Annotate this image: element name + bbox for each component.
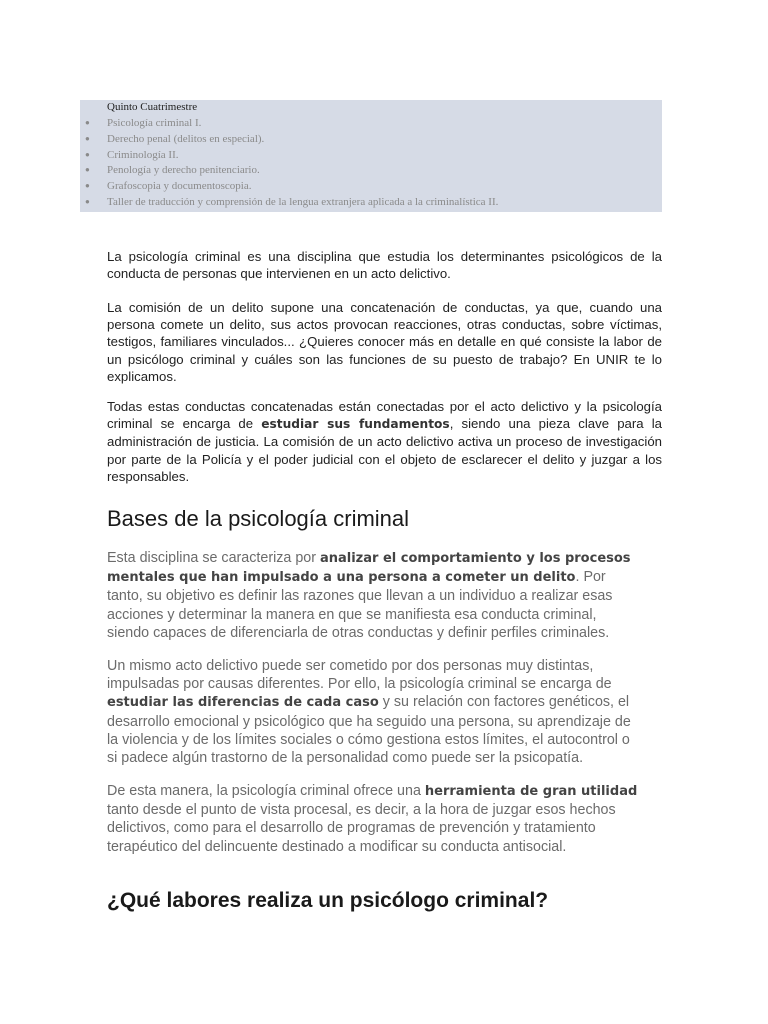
bullet-icon: ● [85,134,90,143]
semester-heading: Quinto Cuatrimestre [107,101,198,113]
list-item: ● Derecho penal (delitos en especial). [85,133,265,145]
emphasis-text: estudiar las diferencias de cada caso [107,695,379,711]
bullet-icon: ● [85,118,90,127]
section-title-labores: ¿Qué labores realiza un psicólogo criminal? [107,889,549,912]
bullet-icon: ● [85,150,90,159]
intro-paragraph-2: La comisión de un delito supone una concatenación de conductas, ya que, cuando una persona comete un delito, sus actos provocan reacciones, otras conductas, sobre víctimas, testigos, familiares vinculados... ¿Quieres conocer más en detalle en qué consiste la labor de un psicólogo criminal y cuáles son las funciones de su puesto de trabajo? En UNIR te lo explicamos. [107,300,662,384]
intro-paragraph-3: Todas estas conductas concatenadas están conectadas por el acto delictivo y la psicología criminal se encarga de estudiar sus fundamentos, siendo una pieza clave para la administración de justicia. La comisión de un acto delictivo activa un proceso de investigación por parte de la Policía y el poder judicial con el objeto de esclarecer el delito y juzgar a los responsables. [107,399,662,484]
bullet-icon: ● [85,181,90,190]
emphasis-text: analizar el comportamiento y los procesos mentales que han impulsado a una persona a cometer un delito [107,551,631,586]
list-item: ● Grafoscopia y documentoscopia. [85,180,252,192]
list-item: ● Taller de traducción y comprensión de la lengua extranjera aplicada a la criminalística II. [85,196,499,208]
list-item: ● Penología y derecho penitenciario. [85,164,260,176]
bases-paragraph-3: De esta manera, la psicología criminal ofrece una herramienta de gran utilidad tanto desde el punto de vista procesal, es decir, a la hora de juzgar esos hechos delictivos, como para el desarrollo de programas de prevención y tratamiento terapéutico del delincuente destinado a modificar su conducta antisocial. [107,783,638,855]
bases-paragraph-2: Un mismo acto delictivo puede ser cometido por dos personas muy distintas, impulsadas por causas diferentes. Por ello, la psicología criminal se encarga de estudiar las diferencias de cada caso y su relación con factores genéticos, el desarrollo emocional y psicológico que ha seguido una persona, su aprendizaje de la violencia y de los límites sociales o cómo gestiona estos límites, el autocontrol o si padece algún trastorno de la personalidad como puede ser la psicopatía. [107,658,631,767]
bullet-icon: ● [85,165,90,174]
section-title-bases: Bases de la psicología criminal [107,506,410,531]
emphasis-text: herramienta de gran utilidad [424,784,638,799]
emphasis-text: estudiar sus fundamentos [261,417,450,432]
list-item: ● Criminología II. [85,149,179,161]
list-item: ● Psicología criminal I. [85,117,202,129]
bullet-icon: ● [85,197,90,206]
intro-paragraph-1: La psicología criminal es una disciplina que estudia los determinantes psicológicos de la conducta de personas que intervienen en un acto delictivo. [107,249,662,282]
bases-paragraph-1: Esta disciplina se caracteriza por analizar el comportamiento y los procesos mentales que han impulsado a una persona a cometer un delito. Por tanto, su objetivo es definir las razones que llevan a un individuo a realizar esas acciones y determinar la manera en que se manifiesta esa conducta criminal, siendo capaces de diferenciarla de otras conductas y definir perfiles criminales. [107,550,631,641]
